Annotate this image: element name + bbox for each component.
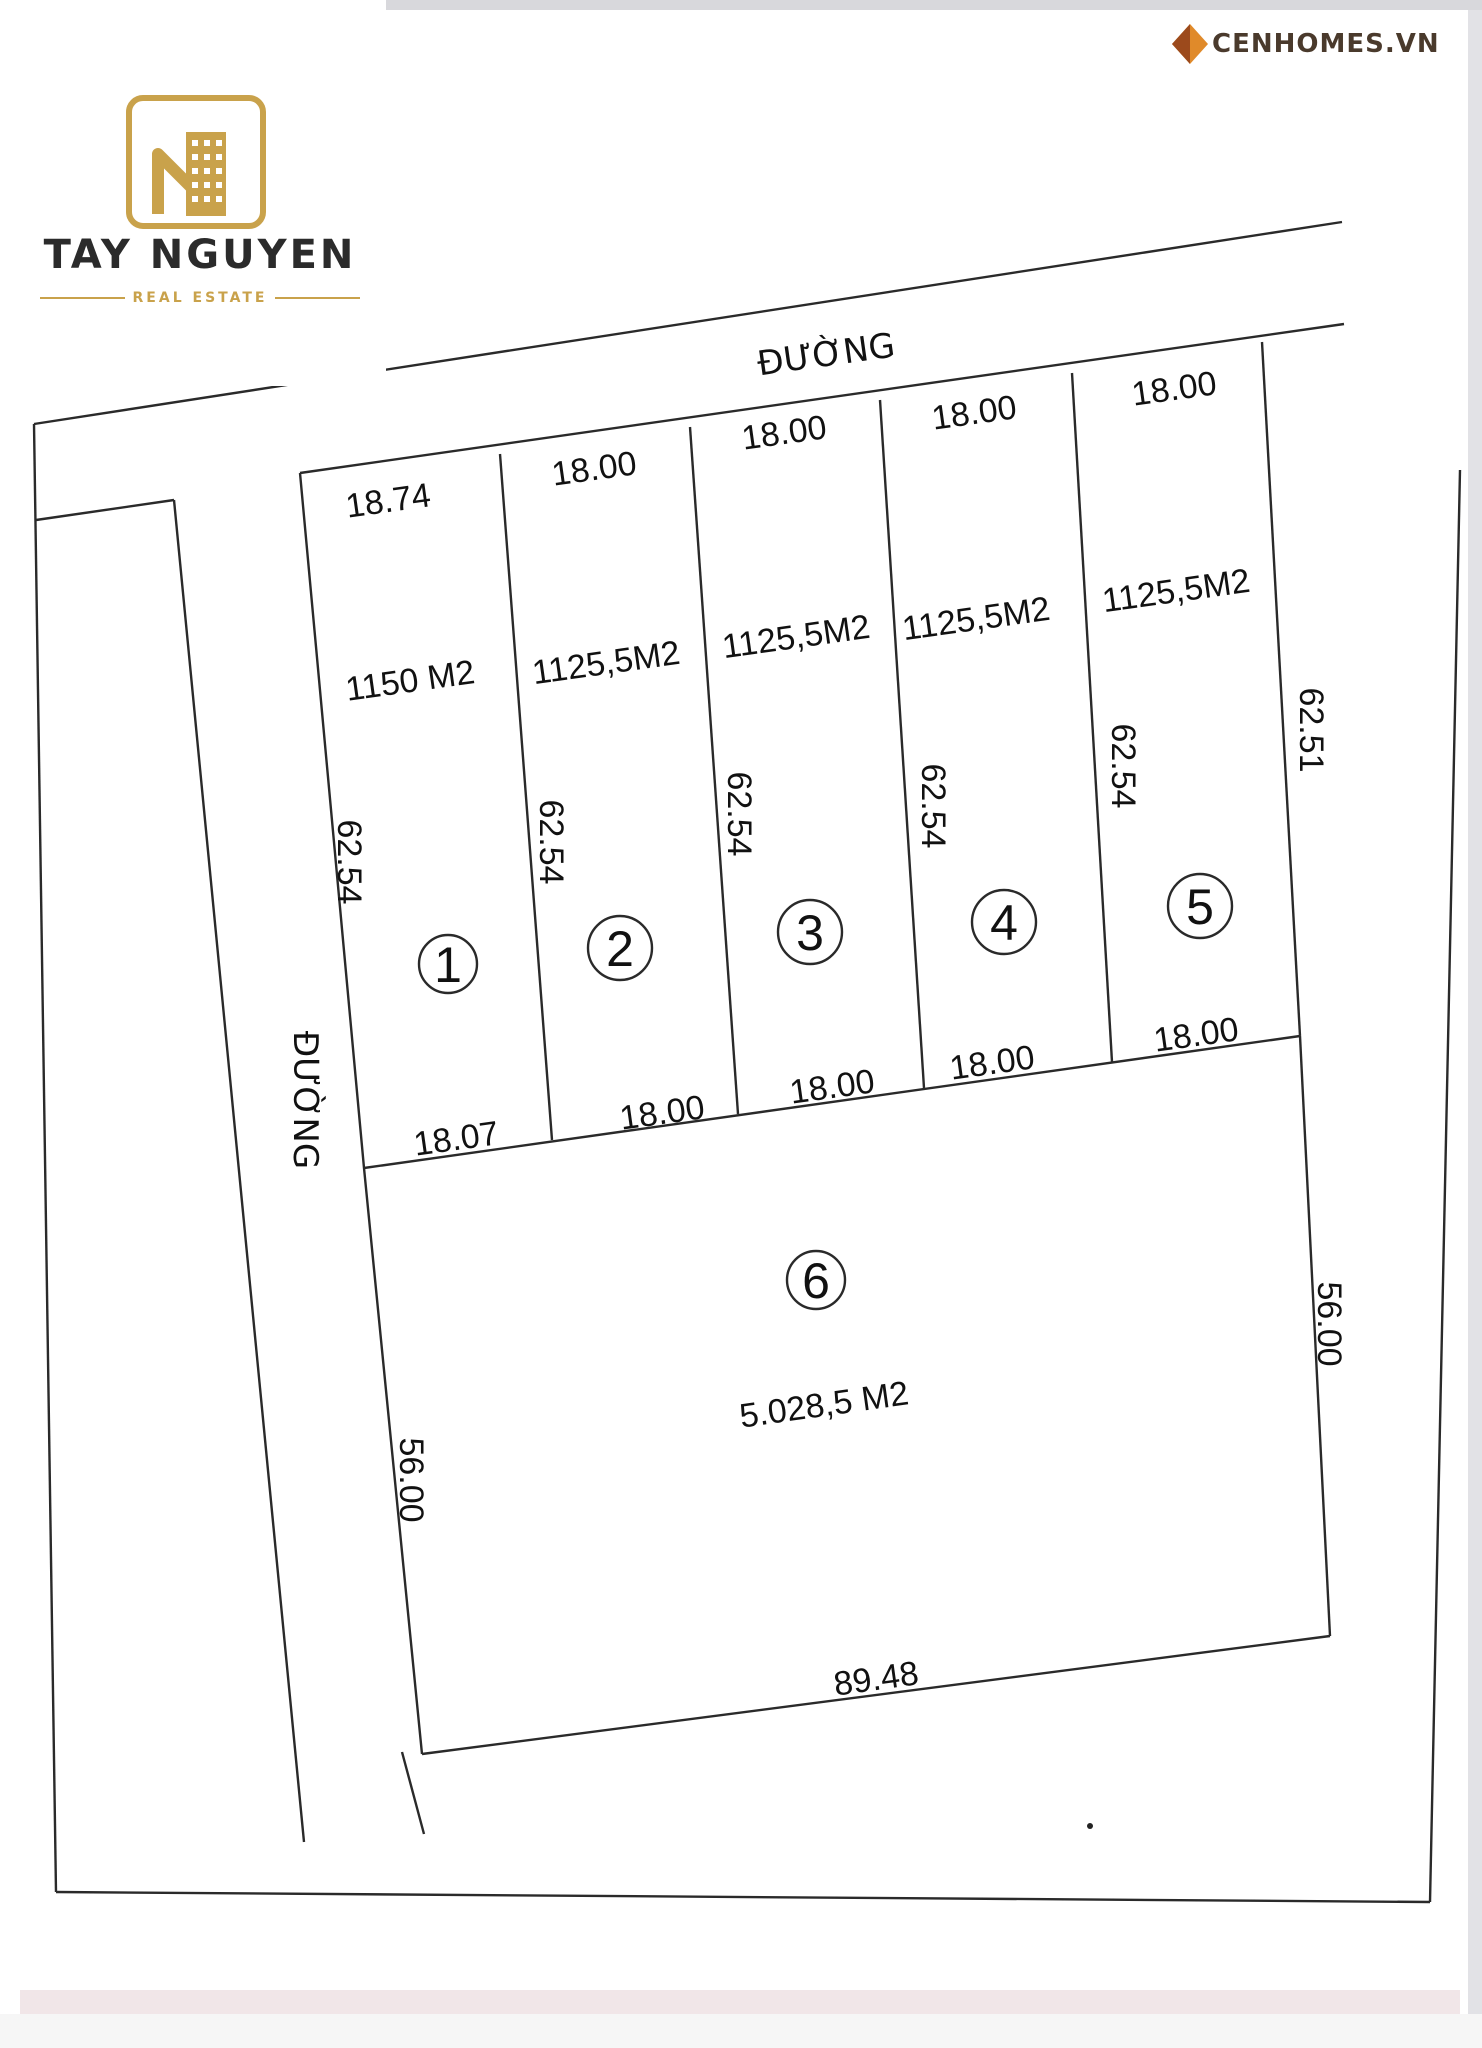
lot-1-number: 1	[434, 937, 462, 993]
lot-5-depth: 62.54	[1104, 723, 1142, 809]
lot-4-number: 4	[990, 895, 1018, 951]
lot-4-back: 18.00	[947, 1038, 1037, 1088]
lot-4-area: 1125,5M2	[899, 589, 1053, 649]
lot-4-front: 18.00	[929, 388, 1019, 438]
lot-5-front: 18.00	[1129, 364, 1219, 414]
building-icon	[0, 0, 386, 240]
tay-nguyen-subtitle: REAL ESTATE	[132, 290, 268, 306]
lot-6-number: 6	[802, 1253, 830, 1309]
tay-nguyen-subtitle-row	[40, 288, 360, 308]
lot-2-area: 1125,5M2	[529, 633, 683, 693]
road-label-left: ĐƯỜNG	[285, 1030, 325, 1170]
lot-3-number: 3	[796, 905, 824, 961]
lot-2-number: 2	[606, 921, 634, 977]
lot-2-back: 18.00	[617, 1088, 707, 1138]
lot-5-right-side: 62.51	[1292, 687, 1330, 773]
cenhomes-diamond-icon	[1168, 22, 1212, 66]
tay-nguyen-logo	[0, 0, 386, 386]
lot-1-depth: 62.54	[330, 819, 368, 905]
cenhomes-logo	[1168, 22, 1440, 66]
lot-2-front: 18.00	[549, 444, 639, 494]
lot-1-back: 18.07	[411, 1114, 501, 1164]
lot-5-back: 18.00	[1151, 1010, 1241, 1060]
lot-6-right-side: 56.00	[1310, 1281, 1348, 1367]
lot-3-depth: 62.54	[720, 771, 758, 857]
tay-nguyen-name: TAY NGUYEN	[43, 232, 357, 278]
lot-6-bottom: 89.48	[831, 1654, 921, 1704]
lot-6-area: 5.028,5 M2	[737, 1374, 912, 1436]
lot-5-number: 5	[1186, 879, 1214, 935]
lot-1-front: 18.74	[343, 476, 433, 526]
lot-3-area: 1125,5M2	[719, 607, 873, 667]
lot-6-left-side: 56.00	[392, 1437, 430, 1523]
lot-5-area: 1125,5M2	[1099, 561, 1253, 621]
lot-3-back: 18.00	[787, 1062, 877, 1112]
lot-3-front: 18.00	[739, 408, 829, 458]
lot-1-area: 1150 M2	[343, 653, 478, 709]
road-label-top: ĐƯỜNG	[754, 325, 898, 385]
lot-4-depth: 62.54	[914, 763, 952, 849]
lot-2-depth: 62.54	[532, 799, 570, 885]
cenhomes-name: CENHOMES.VN	[1212, 29, 1440, 59]
